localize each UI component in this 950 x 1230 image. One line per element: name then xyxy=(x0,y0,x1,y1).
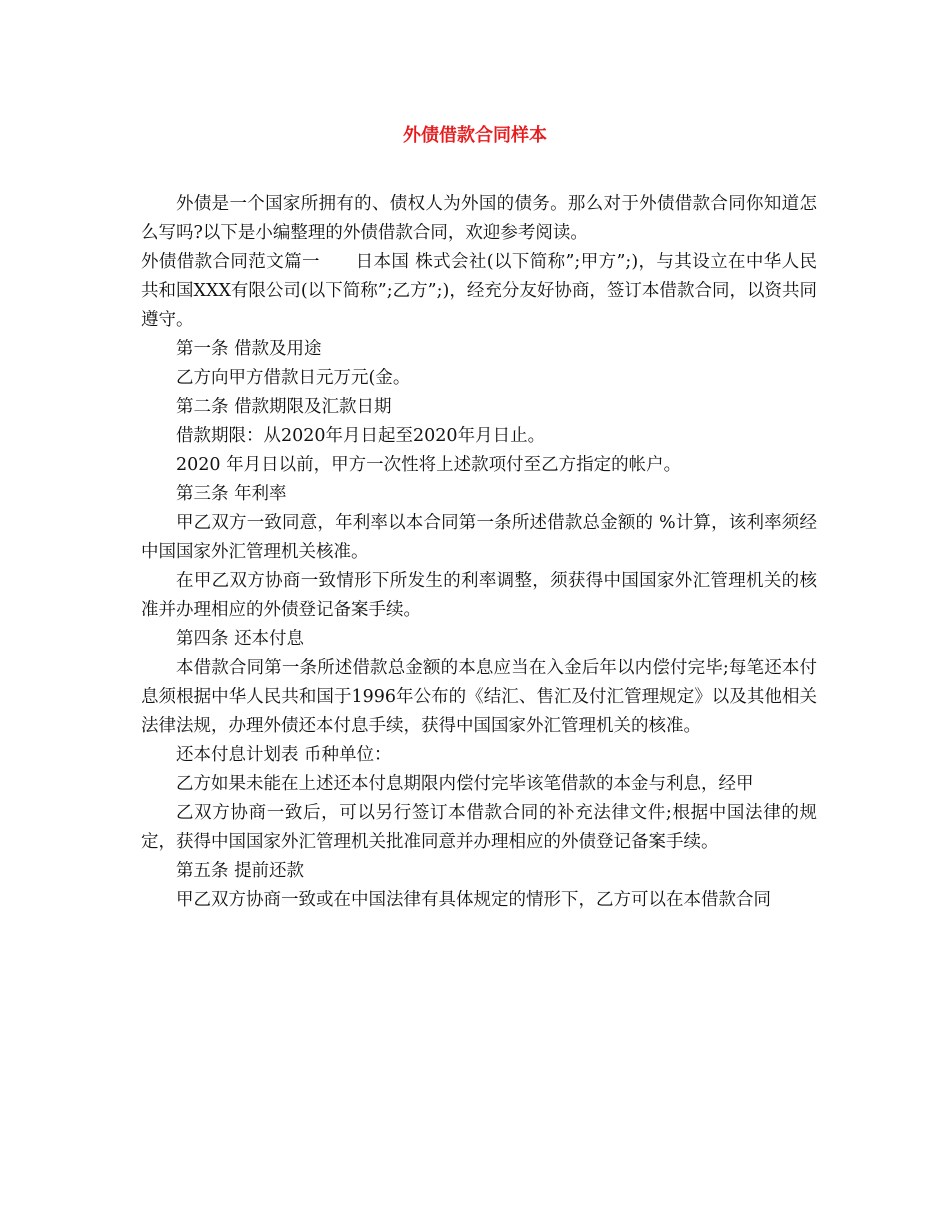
article-3-heading: 第三条 年利率 xyxy=(176,484,287,504)
article-5-heading: 第五条 提前还款 xyxy=(176,861,305,881)
document-body xyxy=(141,190,817,915)
article-4-schedule: 还本付息计划表 币种单位： xyxy=(176,745,392,765)
article-2-term: 借款期限：从2020年月日起至2020年月日止。 xyxy=(176,426,546,446)
article-4-supplement: 乙双方协商一致后，可以另行签订本借款合同的补充法律文件;根据中国法律的规定，获得中国国家外汇管理机关批准同意并办理相应的外债登记备案手续。 xyxy=(141,803,817,852)
paragraph-intro: 外债是一个国家所拥有的、债权人为外国的债务。那么对于外债借款合同你知道怎么写吗?以下是小编整理的外债借款合同，欢迎参考阅读。 xyxy=(141,194,817,243)
article-4-repayment: 本借款合同第一条所述借款总金额的本息应当在入金后年以内偿付完毕;每笔还本付息须根据中华人民共和国于1996年公布的《结汇、售汇及付汇管理规定》以及其他相关法律法规，办理外债还本付息手续，获得中国国家外汇管理机关的核准。 xyxy=(141,658,817,736)
article-4-default-line: 乙方如果未能在上述还本付息期限内偿付完毕该笔借款的本金与利息，经甲 xyxy=(176,774,754,794)
document-title: 外债借款合同样本 xyxy=(403,125,547,146)
article-3-rate: 甲乙双方一致同意，年利率以本合同第一条所述借款总金额的 %计算，该利率须经中国国家外汇管理机关核准。 xyxy=(141,513,817,562)
article-2-remittance: 2020 年月日以前，甲方一次性将上述款项付至乙方指定的帐户。 xyxy=(176,455,682,475)
article-5-body: 甲乙双方协商一致或在中国法律有具体规定的情形下，乙方可以在本借款合同 xyxy=(176,890,771,910)
article-1-heading: 第一条 借款及用途 xyxy=(176,339,322,359)
article-2-heading: 第二条 借款期限及汇款日期 xyxy=(176,397,392,417)
article-3-adjustment: 在甲乙双方协商一致情形下所发生的利率调整，须获得中国国家外汇管理机关的核准并办理相应的外债登记备案手续。 xyxy=(141,571,817,620)
paragraph-parties: 外债借款合同范文篇一 日本国 株式会社(以下简称”;甲方”;)，与其设立在中华人民共和国XXX有限公司(以下简称”;乙方”;)，经充分友好协商，签订本借款合同，以资共同遵守。 xyxy=(141,252,817,330)
article-4-heading: 第四条 还本付息 xyxy=(176,629,305,649)
article-1-body: 乙方向甲方借款日元万元(金。 xyxy=(176,368,411,388)
